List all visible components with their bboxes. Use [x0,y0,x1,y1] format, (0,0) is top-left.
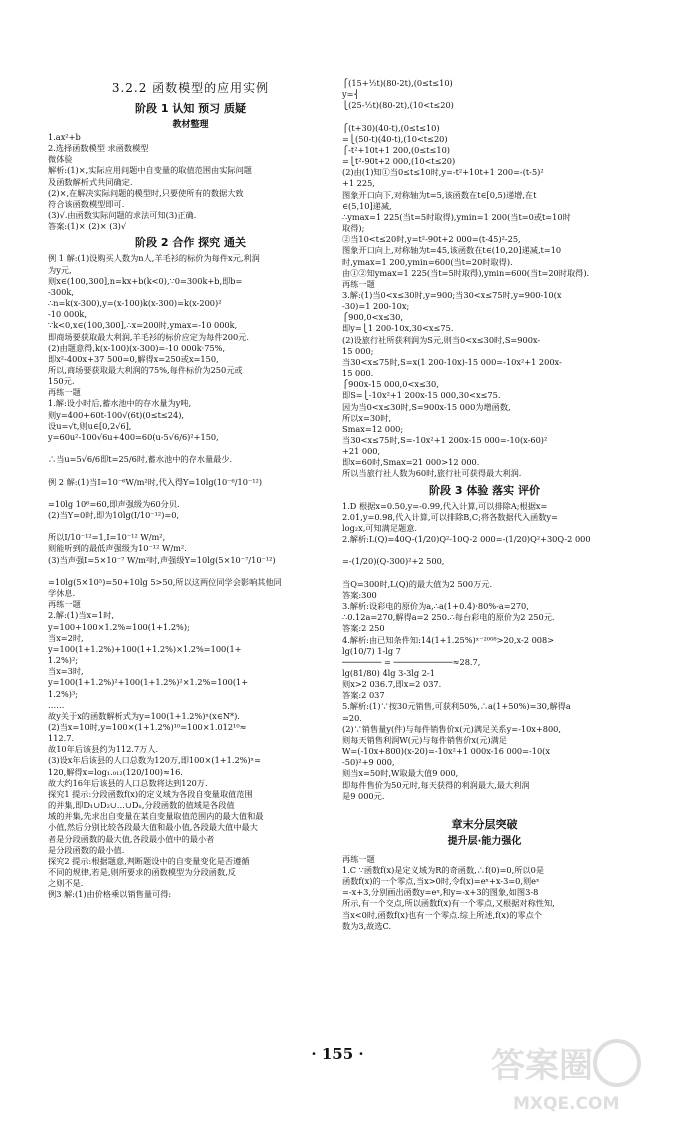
text-line: y=100+100×1.2%=100(1+1.2%); [48,621,190,632]
text-line [48,443,333,454]
text-line: 所以I/10⁻¹²=1,I=10⁻¹² W/m², [48,532,166,543]
text-line: ②当10<t≤20时,y=t²-90t+2 000=(t-45)²-25, [342,234,521,245]
text-line: 答案:300 [342,589,377,600]
text-line [48,465,333,476]
text-line: 探究2 提示:根据题意,判断题设中的自变量变化是否遵循 [48,855,250,866]
text-line: -30)=1 200-10x; [342,301,410,312]
text-line: 是9 000元. [342,790,385,801]
text-line: ⎧(t+30)(40-t),(0≤t≤10) [342,122,440,133]
text-line: 即x²-400x+37 500=0,解得x=250或x=150, [48,353,219,364]
stage-heading: 阶段 2 合作 探究 通关 [135,236,246,250]
text-line: 2.01,y=0.98,代入计算,可以排除B,C;将各数据代入函数y= [342,511,558,522]
text-line: 150元. [48,376,75,387]
text-line: Smax=12 000; [342,423,404,434]
text-line: (3)√.由函数实际问题的求法可知(3)正确. [48,210,197,221]
text-line: (3)当声强I=5×10⁻⁷ W/m²时,声强级Y=10lg(5×10⁻⁷/10⁻¹²) [48,554,276,565]
text-line: 答案:2 037 [342,690,385,701]
text-line: =-x+3,分别画出函数y=eˣ,和y=-x+3的图象,如图3-8 [342,887,539,898]
chapter-heading: 章末分层突破 [451,817,518,831]
text-line: ⎧900x-15 000,0<x≤30, [342,379,439,390]
text-line: =10lg 10⁶=60,即声强级为60分贝. [48,498,180,509]
text-line: 图象开口向下,对称轴为t=5,该函数在t∈[0,5)递增,在t [342,189,537,200]
text-line [48,521,333,532]
text-line: 当x=2时, [48,632,84,643]
watermark-subtext: MXQE.COM [513,1094,620,1114]
text-line: 答案:2 250 [342,623,385,634]
text-line: =⎩t²-90t+2 000,(10<t≤20) [342,156,456,167]
text-line: 图象开口向上,对称轴为t=45,该函数在t∈(10,20]递减,t=10 [342,245,562,256]
text-line: 5.解析:(1)∵按30元销售,可获利50%,∴a(1+50%)=30,解得a [342,701,571,712]
text-line: 故10年后该县约为112.7万人. [48,744,159,755]
sub-heading: 教材整理 [172,120,209,130]
text-line: 小值,然后分别比较各段最大值和最小值,各段最大值中最大 [48,822,258,833]
text-line: W=(-10x+800)(x-20)=-10x²+1 000x-16 000=-10(x [342,746,550,757]
text-line: 则x∈(100,300],n=kx+b(k<0),∵0=300k+b,即b= [48,275,243,286]
text-line: -50)²+9 000, [342,757,395,768]
text-line: 的并集,即D₁∪D₂∪…∪Dₙ,分段函数的值域是各段值 [48,800,235,811]
text-line: 及函数解析式共同确定. [48,176,133,187]
text-line: (2)设旅行社所获利润为S元,则当0<x≤30时,S=900x- [342,334,541,345]
text-line: 当30<x≤75时,S=-10x²+1 200x-15 000=-10(x-60)² [342,435,548,445]
text-line: 不同的规律,若是,则所要求的函数模型为分段函数,反 [48,867,236,877]
text-line: 学休息. [48,588,76,599]
text-line: ∴0.12a=270,解得a=2 250.∴每台彩电的原价为2 250元. [342,612,555,623]
text-line: 则x>2 036.7,即x=2 037. [342,679,442,690]
text-line: (3)设x年后该县的人口总数为120万,即100×(1+1.2%)ˣ= [48,755,261,766]
text-line: =⎩(50-t)(40-t),(10<t≤20) [342,133,448,144]
text-line: 设u=√t,则u∈[0,2√6], [48,420,132,431]
text-line: 例3 解:(1)由价格乘以销售量可得: [48,889,172,900]
text-line: 所示,有一个交点,所以函数f(x)有一个零点,又根据对称性知, [342,898,555,909]
text-line: (2)当Y=0时,即为10lg(I/10⁻¹²)=0, [48,510,180,520]
text-line: 则每天销售利润W(元)与每件销售价x(元)满足 [342,734,507,745]
text-line: 所以x=30时, [342,412,392,423]
text-line: 取得); [342,223,365,234]
text-line: +1 225, [342,178,375,189]
text-line: ⎩(25-½t)(80-2t),(10<t≤20) [342,100,454,111]
text-line: ∵k<0,x∈(100,300],∴x=200时,ymax=-10 000k, [48,320,238,331]
text-line: 即每件售价为50元时,每天获得的利润最大,最大利润 [342,779,530,790]
text-line: (2)由(1)知①当0≤t≤10时,y=-t²+10t+1 200=-(t-5)² [342,167,544,178]
layer-heading: 提升层·能力强化 [447,835,522,847]
text-line: 即y=⎩1 200-10x,30<x≤75. [342,323,454,334]
stage-heading: 阶段 1 认知 预习 质疑 [135,102,246,115]
text-line: 由①②知ymax=1 225(当t=5时取得),ymin=600(当t=20时取得). [342,267,590,278]
text-line: =20. [342,712,362,723]
text-line: 1.2%)³; [48,688,79,699]
text-line: 即商场要获取最大利润,羊毛衫的标价应定为每件200元. [48,331,249,342]
watermark-text: 答案圈 [491,1046,593,1086]
text-line: 2.解:(1)当x=1时, [48,610,115,621]
text-line: 当30<x≤75时,S=x(1 200-10x)-15 000=-10x²+1 200x- [342,356,562,367]
text-line: 即S=⎩-10x²+1 200x-15 000,30<x≤75. [342,390,501,401]
text-line: ∴n=k(x-300),y=(x-100)k(x-300)=k(x-200)² [48,298,222,309]
text-line: lg(81/80) 4lg 3-3lg 2-1 [342,667,435,678]
text-line: lg(10/7) 1-lg 7 [342,645,401,656]
text-line: ⎧900,0<x≤30, [342,312,403,323]
watermark-logo [485,1029,645,1119]
text-line: 15 000. [342,368,374,379]
text-line: 则当x=50时,W取最大值9 000, [342,768,459,779]
text-line: 1.C ∵函数f(x)是定义域为R的奇函数,∴f(0)=0,所以0是 [342,865,545,875]
text-line: =-(1/20)(Q-300)²+2 500, [342,556,445,567]
text-line: 即x=60时,Smax=21 000>12 000. [342,457,480,468]
text-line: 再练一题 [342,278,375,289]
text-line: 为y元, [48,264,72,275]
text-line: log₂x,可知满足题意. [342,522,418,533]
text-line: ∴当u=5√6/6即t=25/6时,蓄水池中的存水量最少. [48,454,233,465]
text-line: y=60u²-100√6u+400=60(u-5√6/6)²+150, [48,431,219,442]
text-line: 当x=3时, [48,666,84,677]
text-line: 是分段函数的最小值. [48,844,125,855]
text-line: +21 000, [342,446,381,457]
text-line: 4.解析:由已知条件知:14(1+1.25%)ˣ⁻²⁰⁰⁸>20,x-2 008> [342,634,555,645]
text-line [342,568,627,579]
title-heading: 3.2.2 函数模型的应用实例 [111,81,270,95]
text-line: 2.解析:L(Q)=40Q-(1/20)Q²-10Q-2 000=-(1/20)Q²+30Q-2 000 [342,534,591,545]
text-line: 112.7. [48,733,75,744]
text-line: 则能听到的最低声强级为10⁻¹² W/m². [48,543,187,554]
stage-heading: 阶段 3 体验 落实 评价 [429,483,540,497]
text-line: ──────── = ────────────≈28.7, [342,656,481,667]
text-line: ∈(5,10]递减, [342,200,392,211]
text-line: 时,ymax=1 200,ymin=600(当t=20时取得). [342,256,513,267]
text-line [48,488,333,499]
text-line: 解析:(1)×,实际应用问题中自变量的取值范围由实际问题 [48,165,252,176]
text-line: 3.解析:设彩电的原价为a,∴a(1+0.4)·80%-a=270, [342,601,529,612]
text-line: 再练一题 [342,853,375,864]
text-line: 3.解:(1)当0<x≤30时,y=900;当30<x≤75时,y=900-10(x [342,289,562,300]
text-line: 所以当旅行社人数为60时,旅行社可获得最大利润. [342,468,522,479]
text-line: 因为当0<x≤30时,S=900x-15 000为增函数, [342,401,511,412]
watermark-icon [485,1029,645,1119]
text-line: 则y=400+60t-100√(6t)(0≤t≤24), [48,409,184,420]
text-line: 例 2 解:(1)当I=10⁻⁶W/m²时,代入得Y=10lg(10⁻⁶/10⁻¹²) [48,476,263,487]
text-line: 符合该函数模型即可. [48,198,125,209]
text-line: (2)×,在解决实际问题的模型时,只要使所有的数据大致 [48,187,244,198]
text-line: 1.2%)²; [48,655,79,666]
text-line: 答案:(1)× (2)× (3)√ [48,221,127,232]
text-line: 数为3,故选C. [342,920,392,931]
text-line: 120,解得x=log₁.₀₁₂(120/100)≈16. [48,766,183,777]
text-line: 故大约16年后该县的人口总数将达到120万. [48,777,208,788]
text-line [48,566,333,577]
text-line: ⎧(15+½t)(80-2t),(0≤t≤10) [342,78,453,88]
text-line [342,111,627,122]
text-line: 2.选择函数模型 求函数模型 [48,143,149,154]
right-column [342,78,627,932]
text-line: (2)∵销售量y(件)与每件销售价x(元)满足关系y=-10x+800, [342,723,561,734]
text-line: 1.解:设小时后,蓄水池中的存水量为y吨, [48,398,192,409]
text-line: 再练一题 [48,387,81,398]
text-line: 域的并集,先求出自变量在某自变量取值范围内的最大值和最 [48,811,264,822]
text-line: 当x<0时,函数f(x)也有一个零点.综上所述,f(x)的零点个 [342,909,542,920]
text-line: 探究1 提示:分段函数f(x)的定义域为各段自变量取值范围 [48,788,253,799]
text-line: -10 000k, [48,309,87,320]
text-line: 1.ax²+b [48,132,81,142]
left-column [48,78,333,900]
text-line: 15 000; [342,345,374,356]
text-line: y=100(1+1.2%)²+100(1+1.2%)²×1.2%=100(1+ [48,677,249,688]
text-line: ⎧-t²+10t+1 200,(0≤t≤10) [342,144,450,155]
text-line: =10lg(5×10⁵)=50+10lg 5>50,所以这两位同学会影响其他同 [48,576,282,587]
text-line: 者是分段函数的最大值,各段最小值中的最小者 [48,833,215,844]
text-line: ∴ymax=1 225(当t=5时取得),ymin=1 200(当t=0或t=10时 [342,211,571,222]
text-line: 函数f(x)的一个零点,当x>0时,令f(x)=eˣ+x-3=0,则eˣ [342,876,540,887]
text-line: (2)当x=10时,y=100×(1+1.2%)¹⁰=100×1.012¹⁰≈ [48,721,247,732]
text-line: 例 1 解:(1)设购买人数为n人,羊毛衫的标价为每件x元,利润 [48,253,260,264]
text-line: y=100(1+1.2%)+100(1+1.2%)×1.2%=100(1+ [48,643,242,654]
text-line: 1.D 根据x=0.50,y=-0.99,代入计算,可以排除A;根据x= [342,500,548,511]
text-line: 所以,商场要获取最大利润的75%,每件标价为250元或 [48,364,243,375]
text-line: 当Q=300时,L(Q)的最大值为2 500万元. [342,578,493,589]
text-line: -300k, [48,286,74,297]
text-line: (2)由题意得,k(x-100)(x-300)=-10 000k·75%, [48,342,226,353]
text-line: y=⎨ [342,89,360,100]
text-line [342,545,627,556]
page-number: · 155 · [311,1045,364,1063]
text-line: 微体验 [48,154,73,165]
text-line: 故y关于x的函数解析式为y=100(1+1.2%)ˣ(x∈N*). [48,710,240,721]
text-line: …… [48,699,65,710]
text-line: 再练一题 [48,599,81,610]
text-line: 之则不是. [48,878,84,889]
